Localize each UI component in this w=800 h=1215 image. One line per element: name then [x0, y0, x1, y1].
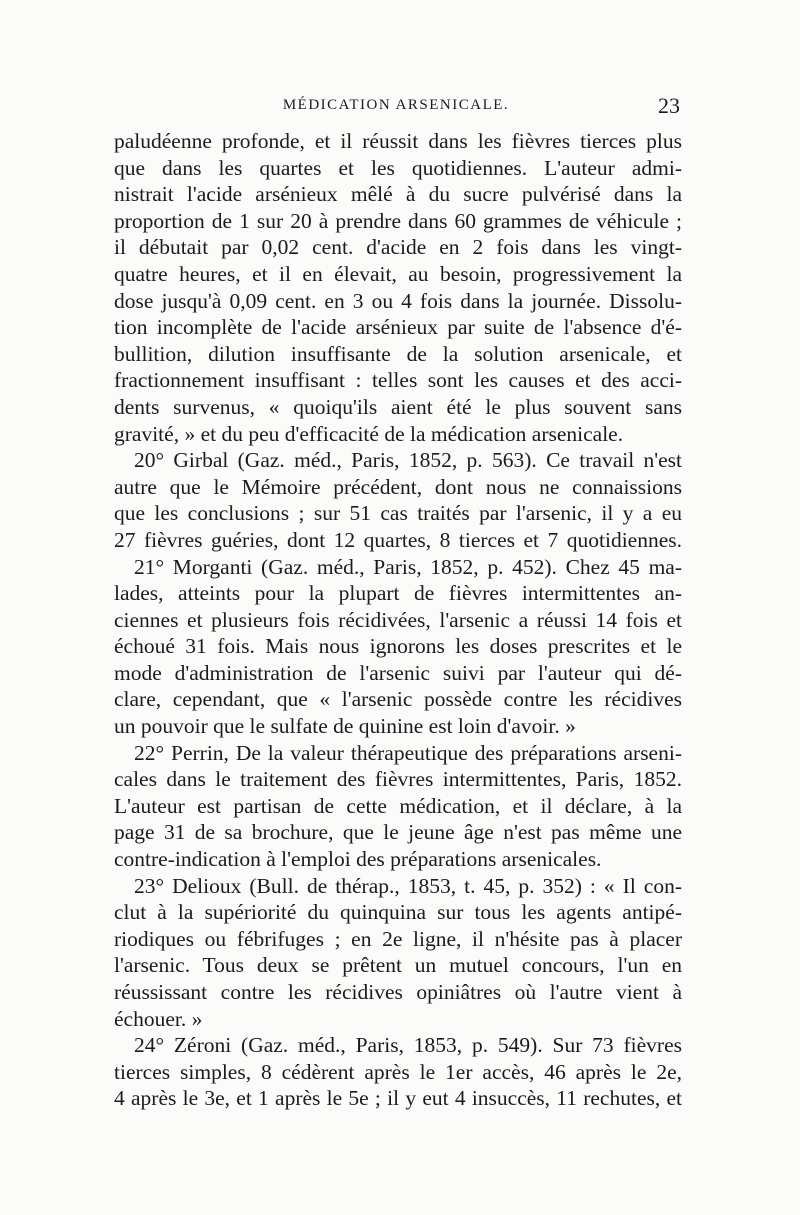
text-line: 22° Perrin, De la valeur thérapeutique des préparations arseni-: [134, 740, 682, 765]
text-line: bullition, dilution insuffisante de la solution arsenicale, et: [114, 341, 682, 366]
text-line: quatre heures, et il en élevait, au besoin, progressivement la: [114, 261, 682, 286]
text-line: 4 après le 3e, et 1 après le 5e ; il y eut 4 insuccès, 11 rechutes, et: [114, 1086, 682, 1111]
text-line: dose jusqu'à 0,09 cent. en 3 ou 4 fois dans la journée. Dissolu-: [114, 288, 682, 313]
text-line: 23° Delioux (Bull. de thérap., 1853, t. 45, p. 352) : « Il con-: [134, 873, 682, 898]
body-text: [114, 128, 682, 1112]
text-line: 21° Morganti (Gaz. méd., Paris, 1852, p. 452). Chez 45 ma-: [134, 554, 682, 579]
text-line: gravité, » et du peu d'efficacité de la médication arsenicale.: [114, 421, 624, 446]
text-line: réussissant contre les récidives opiniâtres où l'autre vient à: [114, 980, 682, 1004]
text-line: autre que le Mémoire précédent, dont nous ne connaissions: [114, 474, 682, 499]
text-line: paludéenne profonde, et il réussit dans les fièvres tierces plus: [114, 129, 682, 153]
text-line: nistrait l'acide arsénieux mêlé à du sucre pulvérisé dans la: [114, 182, 682, 207]
text-line: proportion de 1 sur 20 à prendre dans 60 grammes de véhicule ;: [114, 208, 682, 233]
text-line: page 31 de sa brochure, que le jeune âge n'est pas même une: [114, 820, 682, 845]
text-line: ciennes et plusieurs fois récidivées, l'arsenic a réussi 14 fois et: [114, 607, 682, 632]
text-line: mode d'administration de l'arsenic suivi par l'auteur qui dé-: [114, 660, 682, 685]
text-line: 20° Girbal (Gaz. méd., Paris, 1852, p. 563). Ce travail n'est: [134, 448, 682, 473]
text-line: un pouvoir que le sulfate de quinine est loin d'avoir. »: [114, 714, 576, 739]
text-line: fractionnement insuffisant : telles sont les causes et des acci-: [114, 368, 682, 393]
text-line: échouer. »: [114, 1006, 203, 1031]
text-line: il débutait par 0,02 cent. d'acide en 2 fois dans les vingt-: [114, 235, 682, 260]
text-line: L'auteur est partisan de cette médication, et il déclare, à la: [114, 793, 682, 818]
text-line: 24° Zéroni (Gaz. méd., Paris, 1853, p. 549). Sur 73 fièvres: [134, 1033, 682, 1058]
text-line: échoué 31 fois. Mais nous ignorons les doses prescrites et le: [114, 634, 682, 659]
text-line: 27 fièvres guéries, dont 12 quartes, 8 tierces et 7 quotidiennes.: [114, 527, 682, 552]
text-line: lades, atteints pour la plupart de fièvres intermittentes an-: [114, 581, 682, 606]
running-header: [112, 93, 680, 123]
text-line: clare, cependant, que « l'arsenic possède contre les récidives: [114, 687, 682, 712]
text-line: l'arsenic. Tous deux se prêtent un mutuel concours, l'un en: [114, 953, 682, 978]
text-line: tierces simples, 8 cédèrent après le 1er accès, 46 après le 2e,: [114, 1059, 682, 1084]
text-line: cales dans le traitement des fièvres intermittentes, Paris, 1852.: [114, 767, 682, 792]
page-number: 23: [658, 93, 680, 118]
text-line: tion incomplète de l'acide arsénieux par suite de l'absence d'é-: [114, 315, 682, 340]
text-line: riodiques ou fébrifuges ; en 2e ligne, il n'hésite pas à placer: [114, 926, 682, 951]
text-line: clut à la supériorité du quinquina sur tous les agents antipé-: [114, 900, 682, 925]
text-line: contre-indication à l'emploi des préparations arsenicales.: [114, 847, 602, 872]
text-line: que les conclusions ; sur 51 cas traités par l'arsenic, il y a eu: [114, 501, 682, 526]
text-line: dents survenus, « quoiqu'ils aient été le plus souvent sans: [114, 394, 682, 419]
text-line: que dans les quartes et les quotidiennes. L'auteur admi-: [114, 155, 682, 180]
running-title: MÉDICATION ARSENICALE.: [282, 97, 510, 113]
